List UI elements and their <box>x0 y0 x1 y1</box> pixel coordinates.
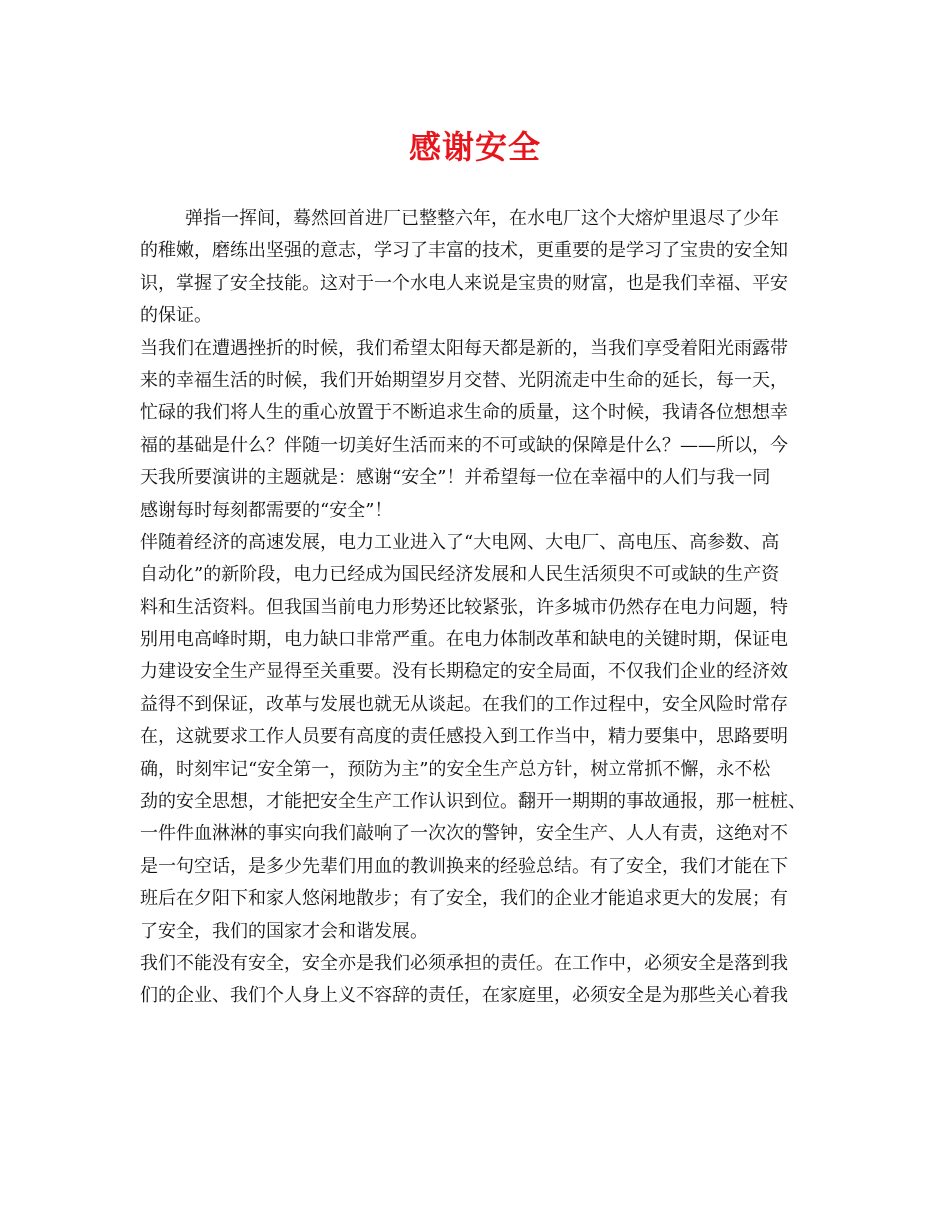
body-line: 忙碌的我们将人生的重心放置于不断追求生命的质量，这个时候，我请各位想想幸 <box>140 402 788 424</box>
body-line: 力建设安全生产显得至关重要。没有长期稳定的安全局面，不仅我们企业的经济效 <box>140 661 788 683</box>
body-line: 别用电高峰时期，电力缺口非常严重。在电力体制改革和缺电的关键时期，保证电 <box>140 629 788 651</box>
body-line: 自动化”的新阶段，电力已经成为国民经济发展和人民生活须臾不可或缺的生产资 <box>140 564 780 586</box>
body-line: 伴随着经济的高速发展，电力工业进入了“大电网、大电厂、高电压、高参数、高 <box>140 531 780 553</box>
body-line: 益得不到保证，改革与发展也就无从谈起。在我们的工作过程中，安全风险时常存 <box>140 693 788 715</box>
document-title: 感谢安全 <box>408 128 541 166</box>
body-line: 确，时刻牢记“安全第一，预防为主”的安全生产总方针，树立常抓不懈，永不松 <box>140 758 771 780</box>
body-line: 劲的安全思想，才能把安全生产工作认识到位。翻开一期期的事故通报，那一桩桩、 <box>140 791 806 813</box>
body-line: 感谢每时每刻都需要的“安全”！ <box>140 499 393 521</box>
body-line: 的稚嫩，磨练出坚强的意志，学习了丰富的技术，更重要的是学习了宝贵的安全知 <box>140 240 788 262</box>
body-line: 的保证。 <box>140 305 212 327</box>
body-line: 我们不能没有安全，安全亦是我们必须承担的责任。在工作中，必须安全是落到我 <box>140 952 788 974</box>
body-line: 弹指一挥间，蓦然回首进厂已整整六年，在水电厂这个大熔炉里退尽了少年 <box>185 208 779 229</box>
body-line: 一件件血淋淋的事实向我们敲响了一次次的警钟，安全生产、人人有责，这绝对不 <box>140 823 788 845</box>
body-line: 福的基础是什么？伴随一切美好生活而来的不可或缺的保障是什么？——所以，今 <box>140 434 788 456</box>
body-line: 天我所要演讲的主题就是：感谢“安全”！并希望每一位在幸福中的人们与我一同 <box>140 467 771 489</box>
body-line: 是一句空话，是多少先辈们用血的教训换来的经验总结。有了安全，我们才能在下 <box>140 855 788 877</box>
body-line: 识，掌握了安全技能。这对于一个水电人来说是宝贵的财富，也是我们幸福、平安 <box>140 272 788 294</box>
body-line: 了安全，我们的国家才会和谐发展。 <box>140 920 428 942</box>
body-line: 当我们在遭遇挫折的时候，我们希望太阳每天都是新的，当我们享受着阳光雨露带 <box>140 337 788 359</box>
document-body <box>140 203 815 1013</box>
body-line: 料和生活资料。但我国当前电力形势还比较紧张，许多城市仍然存在电力问题，特 <box>140 596 788 618</box>
body-line: 来的幸福生活的时候，我们开始期望岁月交替、光阴流走中生命的延长，每一天， <box>140 369 788 391</box>
body-line: 们的企业、我们个人身上义不容辞的责任，在家庭里，必须安全是为那些关心着我 <box>140 985 788 1007</box>
body-line: 班后在夕阳下和家人悠闲地散步；有了安全，我们的企业才能追求更大的发展；有 <box>140 888 788 910</box>
body-line: 在，这就要求工作人员要有高度的责任感投入到工作当中，精力要集中，思路要明 <box>140 726 788 748</box>
